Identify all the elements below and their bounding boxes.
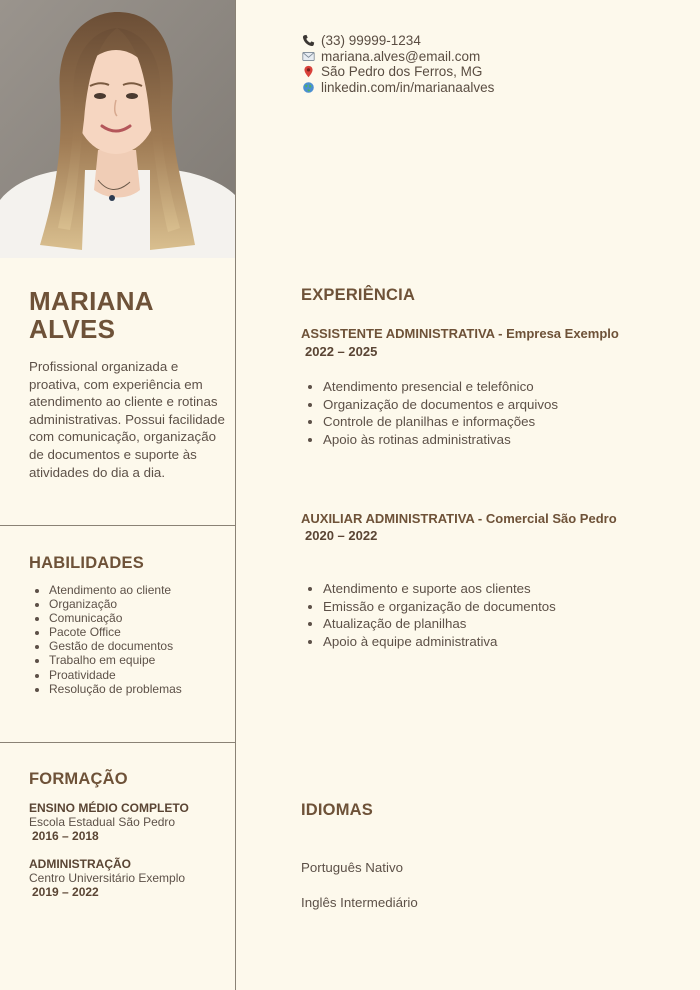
job-title: AUXILIAR ADMINISTRATIVA - Comercial São Pedro	[301, 511, 617, 526]
education-school: Centro Universitário Exemplo	[29, 871, 186, 885]
education-degree: ADMINISTRAÇÃO	[29, 857, 131, 871]
education-title: FORMAÇÃO	[29, 770, 128, 788]
phone-text: (33) 99999-1234	[321, 33, 421, 48]
skill-item: • Resolução de problemas	[49, 682, 182, 696]
skills-list	[29, 583, 182, 696]
envelope-icon	[301, 50, 316, 63]
pin-icon	[301, 65, 316, 78]
job-task: • Apoio às rotinas administrativas	[323, 431, 558, 449]
job-years: 2022 – 2025	[305, 344, 378, 359]
section-divider	[0, 742, 235, 743]
job-task: • Emissão e organização de documentos	[323, 598, 556, 616]
education-item	[29, 857, 185, 899]
skill-item: • Atendimento ao cliente	[49, 583, 182, 597]
last-name: ALVES	[29, 314, 116, 344]
contact-block	[301, 33, 494, 95]
skill-item: • Gestão de documentos	[49, 639, 182, 653]
profile-photo	[0, 0, 235, 258]
skill-item: • Organização	[49, 597, 182, 611]
job-task: • Apoio à equipe administrativa	[323, 633, 556, 651]
linkedin-text: linkedin.com/in/marianaalves	[321, 79, 495, 95]
education-school: Escola Estadual São Pedro	[29, 815, 176, 829]
column-divider	[235, 0, 236, 990]
contact-phone[interactable]	[301, 33, 494, 49]
job-task: • Organização de documentos e arquivos	[323, 396, 558, 414]
email-text: mariana.alves@email.com	[321, 48, 481, 64]
location-text: São Pedro dos Ferros, MG	[321, 64, 483, 79]
section-divider	[0, 525, 235, 526]
job-task-list	[301, 378, 558, 449]
education-item	[29, 801, 189, 843]
language-item: Inglês Intermediário	[301, 895, 418, 910]
job-title: ASSISTENTE ADMINISTRATIVA - Empresa Exemplo	[301, 326, 619, 341]
languages-title: IDIOMAS	[301, 801, 373, 819]
job-task: • Atendimento e suporte aos clientes	[323, 580, 556, 598]
skill-item: • Proatividade	[49, 668, 182, 682]
skill-item: • Comunicação	[49, 611, 182, 625]
education-years: 2019 – 2022	[32, 885, 99, 899]
job-years: 2020 – 2022	[305, 528, 378, 543]
contact-location	[301, 64, 494, 80]
job-task: • Atendimento presencial e telefônico	[323, 378, 558, 396]
contact-linkedin[interactable]	[301, 80, 494, 96]
first-name: MARIANA	[29, 286, 154, 316]
phone-icon	[301, 34, 316, 47]
job-task-list	[301, 580, 556, 651]
skills-title: HABILIDADES	[29, 554, 144, 572]
education-years: 2016 – 2018	[32, 829, 99, 843]
skill-item: • Trabalho em equipe	[49, 653, 182, 667]
experience-title: EXPERIÊNCIA	[301, 286, 416, 304]
language-item: Português Nativo	[301, 860, 403, 875]
job-task: • Atualização de planilhas	[323, 615, 556, 633]
globe-icon	[301, 81, 316, 94]
profile-summary: Profissional organizada e proativa, com experiência em atendimento ao cliente e rotinas administrativas. Possui facilidade com comunicação, organização de documentos e suporte às atividades do dia a dia.	[29, 359, 225, 480]
skill-item: • Pacote Office	[49, 625, 182, 639]
job-task: • Controle de planilhas e informações	[323, 413, 558, 431]
contact-email[interactable]	[301, 49, 494, 65]
candidate-name	[29, 287, 154, 343]
education-degree: ENSINO MÉDIO COMPLETO	[29, 801, 189, 815]
